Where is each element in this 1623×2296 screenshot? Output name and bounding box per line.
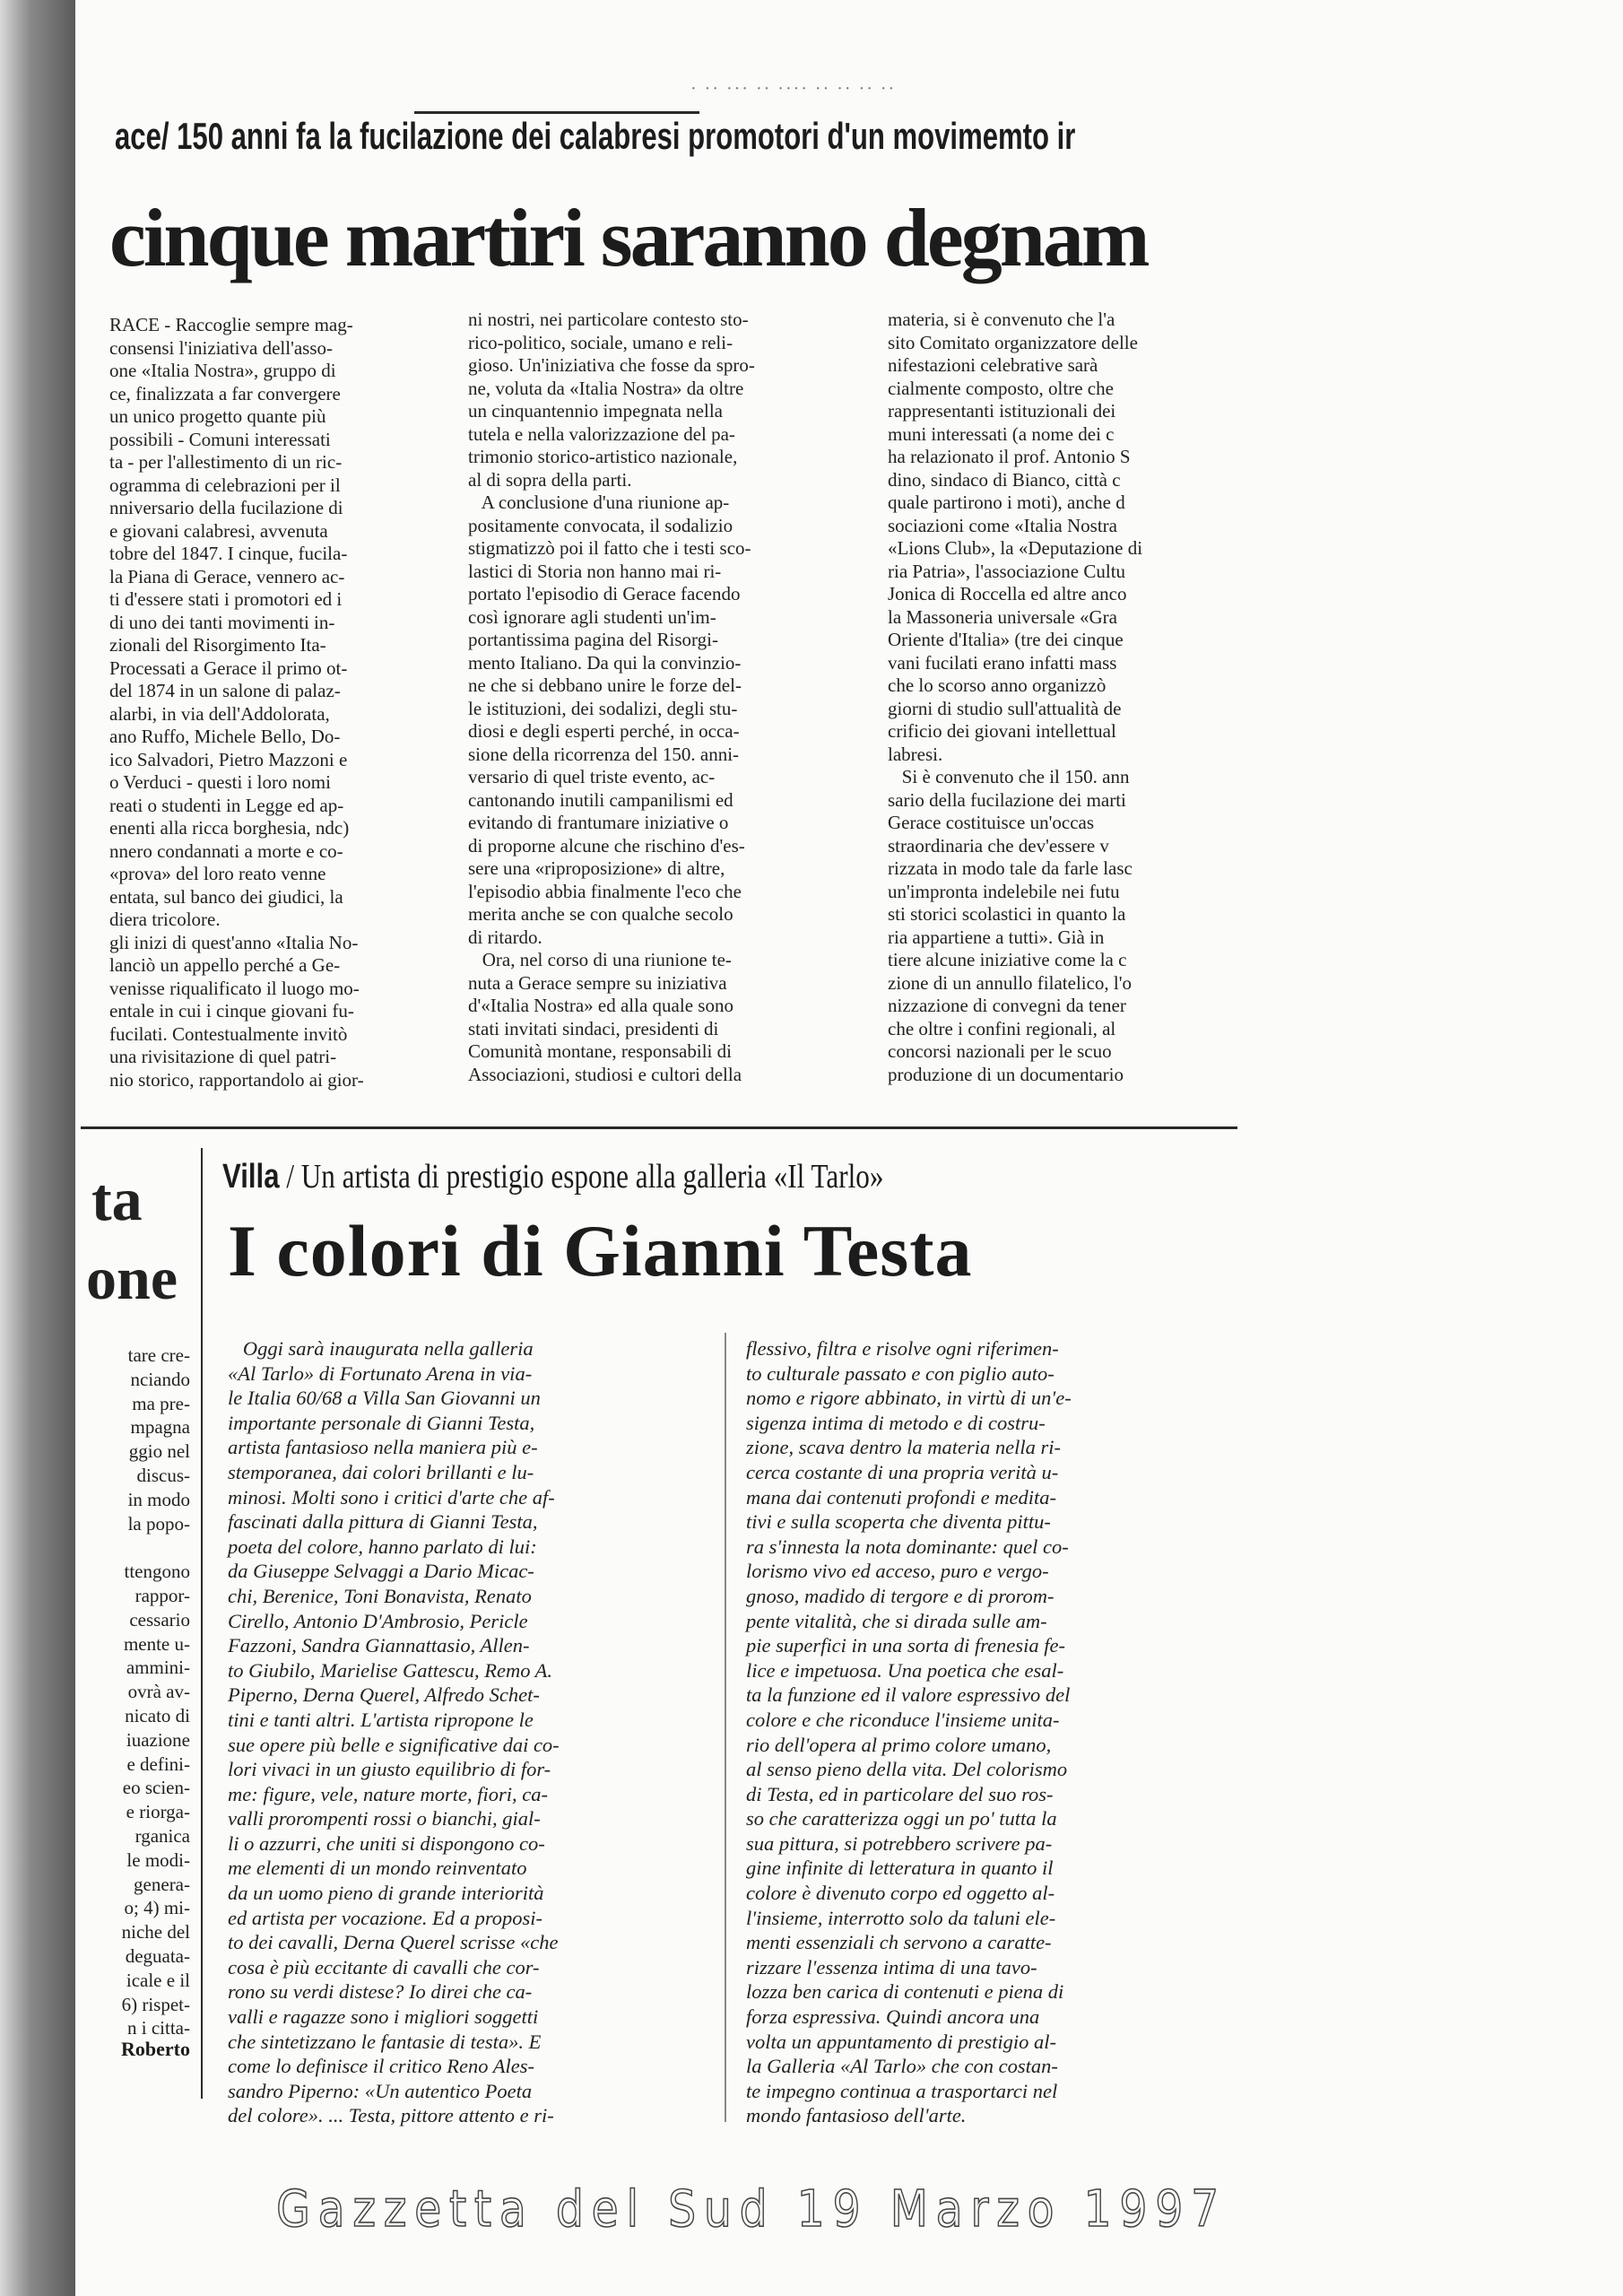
side-article-text-line: genera- xyxy=(134,1873,190,1895)
article1-text-line: trimonio storico-artistico nazionale, xyxy=(468,446,738,467)
article1-text-line: entata, sul banco dei giudici, la xyxy=(109,885,343,908)
article1-text-line: quale partirono i moti), anche d xyxy=(888,491,1125,513)
side-article-text-line: nciando xyxy=(130,1368,190,1390)
article2-text-line: Cirello, Antonio D'Ambrosio, Pericle xyxy=(228,1609,528,1632)
article1-text-line: rappresentanti istituzionali dei xyxy=(888,400,1116,422)
side-article-author: Roberto xyxy=(121,2038,190,2060)
article2-text-line: colore e che riconduce l'insieme unita- xyxy=(746,1708,1060,1731)
handwritten-date-text: Gazzetta del Sud 19 Marzo 1997 xyxy=(276,2180,1227,2239)
article2-text-line: ta la funzione ed il valore espressivo del xyxy=(746,1683,1071,1707)
article2-text-line: me: figure, vele, nature morte, fiori, ca- xyxy=(228,1782,548,1805)
article1-text-line: fucilati. Contestualmente invitò xyxy=(109,1022,348,1045)
side-article-text-line: rganica xyxy=(135,1824,190,1847)
article2-kicker-tag: Villa xyxy=(222,1158,280,1196)
side-article-text-line: le modi- xyxy=(126,1848,190,1871)
article2-text-line: rono su verdi distese? Io direi che ca- xyxy=(228,1980,533,2004)
article2-text-line: cerca costante di una propria verità u- xyxy=(746,1460,1059,1483)
article1-text-line: ha relazionato il prof. Antonio S xyxy=(888,446,1131,467)
article1-kicker xyxy=(115,115,1076,170)
side-article-text-line: icale e il xyxy=(126,1969,190,1991)
article2-text-line: valli prorompenti rossi o bianchi, gial- xyxy=(228,1807,541,1831)
article2-text-line: pie superfici in una sorta di frenesia fe- xyxy=(746,1634,1066,1657)
side-article-text-line: ggio nel xyxy=(128,1440,190,1463)
article2-text-line: importante personale di Gianni Testa, xyxy=(228,1411,535,1434)
article1-text-line: evitando di frantumare iniziative o xyxy=(468,812,729,833)
article2-text-line: mondo fantasioso dell'arte. xyxy=(746,2104,967,2127)
article1-text-line: A conclusione d'una riunione ap- xyxy=(468,491,730,513)
side-article-text-line: ma pre- xyxy=(132,1392,190,1414)
article1-text-line: positamente convocata, il sodalizio xyxy=(468,514,733,536)
article1-text-line: diosi e degli esperti perché, in occa- xyxy=(468,720,740,742)
article2-text-line: del colore». ... Testa, pittore attento e ri- xyxy=(228,2104,554,2127)
article1-text-line: che oltre i confini regionali, al xyxy=(888,1017,1116,1039)
article2-text-line: li o azzurri, che uniti si dispongono co- xyxy=(228,1831,545,1855)
side-article-text-line: cessario xyxy=(129,1608,190,1631)
article2-text-line: chi, Berenice, Toni Bonavista, Renato xyxy=(228,1584,532,1607)
article1-text-line: consensi l'iniziativa dell'asso- xyxy=(109,336,334,359)
article1-text-line: tiere alcune iniziative come la c xyxy=(888,949,1127,970)
article1-text-line: la Massoneria universale «Gra xyxy=(888,605,1117,628)
article2-text-line: valli e ragazze sono i migliori soggetti xyxy=(228,2005,539,2029)
side-article-text-line: ammini- xyxy=(126,1657,190,1679)
article2-text-line: Fazzoni, Sandra Giannattasio, Allen- xyxy=(228,1634,530,1657)
article2-text-line: flessivo, filtra e risolve ogni riferimen- xyxy=(746,1337,1059,1360)
article2-text-line: menti essenziali ch servono a caratte- xyxy=(746,1931,1052,1954)
article2-text-line: sigenza intima di metodo e di costru- xyxy=(746,1411,1046,1434)
article1-text-line: giorni di studio sull'attualità de xyxy=(888,697,1122,719)
article1-text-line: alarbi, in via dell'Addolorata, xyxy=(109,702,330,725)
article2-text-line: sua pittura, si potrebbero scrivere pa- xyxy=(746,1831,1053,1855)
article2-text-line: le Italia 60/68 a Villa San Giovanni un xyxy=(228,1387,541,1410)
article2-text-line: nomo e rigore abbinato, in virtù di un'e- xyxy=(746,1387,1072,1410)
article1-text-line: ogramma di celebrazioni per il xyxy=(109,474,341,496)
article2-text-line: colore è divenuto corpo ed oggetto al- xyxy=(746,1882,1055,1905)
article1-text-line: venisse riqualificato il luogo mo- xyxy=(109,977,360,999)
article1-text-line: tobre del 1847. I cinque, fucila- xyxy=(109,543,348,564)
article2-text-line: «Al Tarlo» di Fortunato Arena in via- xyxy=(228,1361,533,1385)
article2-text-line: lozza ben carica di contenuti e piena di xyxy=(746,1980,1064,2004)
side-article-text-line: ovrà av- xyxy=(127,1681,190,1703)
article2-text-line: ed artista per vocazione. Ed a proposi- xyxy=(228,1906,543,1929)
article1-text-line: ria appartiene a tutti». Già in xyxy=(888,926,1105,948)
article1-text-line: nuta a Gerace sempre su iniziativa xyxy=(468,971,727,994)
article2-text-line: lori vivaci in un giusto equilibrio di for- xyxy=(228,1758,551,1781)
article1-text-line: portantissima pagina del Risorgi- xyxy=(468,629,718,650)
article1-column-3 xyxy=(888,309,1237,1103)
article1-text-line: versario di quel triste evento, ac- xyxy=(468,766,716,787)
article2-text-line: al senso pieno della vita. Del colorismo xyxy=(746,1758,1068,1781)
article2-text-line: Piperno, Derna Querel, Alfredo Schet- xyxy=(228,1683,540,1707)
article1-text-line: che lo scorso anno organizzò xyxy=(888,674,1107,696)
article1-text-line: d'«Italia Nostra» ed alla quale sono xyxy=(468,995,733,1016)
article1-text-line: la Piana di Gerace, vennero ac- xyxy=(109,565,345,587)
article1-kicker-text: / 150 anni fa la fucilazione dei calabresi promotori d'un movimemto ir xyxy=(161,115,1076,157)
article1-text-line: ria Patria», l'associazione Cultu xyxy=(888,560,1126,582)
side-article-text-line: ttengono xyxy=(124,1561,190,1583)
article1-text-line: del 1874 in un salone di palaz- xyxy=(109,680,341,701)
article1-text-line: gli inizi di quest'anno «Italia No- xyxy=(109,931,359,953)
article2-kicker xyxy=(222,1157,1068,1196)
article1-text-line: Ora, nel corso di una riunione te- xyxy=(468,949,732,970)
side-headline-fragment-1: ta xyxy=(91,1165,143,1233)
article2-column-2 xyxy=(746,1336,1221,2144)
article1-text-line: nio storico, rapportandolo ai gior- xyxy=(109,1068,364,1091)
article1-text-line: zione di un annullo filatelico, l'o xyxy=(888,971,1133,994)
article1-text-line: portato l'episodio di Gerace facendo xyxy=(468,583,741,604)
article1-text-line: Associazioni, studiosi e cultori della xyxy=(468,1063,742,1085)
article-separator-rule xyxy=(81,1126,1237,1129)
article2-text-line: come lo definisce il critico Reno Ales- xyxy=(228,2055,534,2078)
article1-text-line: ta - per l'allestimento di un ric- xyxy=(109,451,343,473)
article1-text-line: straordinaria che dev'essere v xyxy=(888,834,1109,857)
article1-headline: cinque martiri saranno degnam xyxy=(109,192,1148,283)
article2-text-line: poeta del colore, hanno parlato di lui: xyxy=(228,1535,537,1558)
article2-text-line: che sintetizzano le fantasie di testa». E xyxy=(228,2030,542,2053)
article1-text-line: materia, si è convenuto che l'a xyxy=(888,309,1115,330)
article1-text-line: ano Ruffo, Michele Bello, Do- xyxy=(109,726,341,747)
article1-text-line: un'impronta indelebile nei futu xyxy=(888,880,1120,902)
article2-text-line: to Giubilo, Marielise Gattescu, Remo A. xyxy=(228,1658,553,1682)
article1-text-line: Si è convenuto che il 150. ann xyxy=(888,766,1130,787)
article1-text-line: enenti alla ricca borghesia, ndc) xyxy=(109,817,350,839)
article2-text-line: mana dai contenuti profondi e medita- xyxy=(746,1485,1056,1509)
article2-text-line: cosa è più eccitante di cavalli che cor- xyxy=(228,1955,540,1979)
article1-text-line: vani fucilati erano infatti mass xyxy=(888,651,1117,674)
article1-text-line: gioso. Un'iniziativa che fosse da spro- xyxy=(468,354,755,376)
article1-text-line: rizzata in modo tale da farle lasc xyxy=(888,857,1133,879)
article1-text-line: ico Salvadori, Pietro Mazzoni e xyxy=(109,748,348,770)
article2-text-line: so che caratterizza oggi un po' tutta la xyxy=(746,1807,1057,1831)
side-headline-fragment-2: one xyxy=(86,1244,178,1312)
article2-text-line: l'insieme, interrotto solo da taluni ele- xyxy=(746,1906,1056,1929)
article1-text-line: entale in cui i cinque giovani fu- xyxy=(109,1000,354,1022)
article1-column-2 xyxy=(468,309,877,1103)
side-article-text-line: mente u- xyxy=(123,1632,190,1655)
article1-text-line: nizzazione di convegni da tener xyxy=(888,995,1126,1016)
article1-text-line: labresi. xyxy=(888,743,943,765)
article2-text-line: da Giuseppe Selvaggi a Dario Micac- xyxy=(228,1560,534,1583)
side-article-text-line: n i citta- xyxy=(127,2017,190,2039)
article1-text-line: sti storici scolastici in quanto la xyxy=(888,903,1126,925)
article1-text-line: ne, voluta da «Italia Nostra» da oltre xyxy=(468,377,744,399)
article1-text-line: Comunità montane, responsabili di xyxy=(468,1040,732,1062)
top-rule xyxy=(414,111,699,114)
side-article-text-line: 6) rispet- xyxy=(121,1993,190,2015)
side-article-text-line: o; 4) mi- xyxy=(124,1897,190,1919)
article2-text-line: Oggi sarà inaugurata nella galleria xyxy=(228,1337,534,1360)
article1-text-line: nniversario della fucilazione di xyxy=(109,497,343,518)
article2-text-line: rio dell'opera al primo colore umano, xyxy=(746,1733,1052,1756)
article1-text-line: Jonica di Roccella ed altre anco xyxy=(888,583,1127,604)
article2-text-line: gnoso, madido di tergore e di prorom- xyxy=(746,1584,1055,1607)
side-article-text-line: mpagna xyxy=(130,1416,190,1439)
side-article-text-line: e defini- xyxy=(126,1752,190,1775)
side-article-text-line: rappor- xyxy=(135,1584,190,1606)
article1-text-line: ne che si debbano unire le forze del- xyxy=(468,674,742,696)
article1-text-line: ni nostri, nei particolare contesto sto- xyxy=(468,309,749,330)
article1-text-line: o Verduci - questi i loro nomi xyxy=(109,771,331,793)
side-article-text-line: discus- xyxy=(136,1464,190,1486)
side-article-text-line: nicato di xyxy=(125,1704,190,1726)
side-article-text-line: tare cre- xyxy=(127,1344,190,1366)
article1-text-line: dino, sindaco di Bianco, città c xyxy=(888,468,1121,491)
article2-text-line: da un uomo pieno di grande interiorità xyxy=(228,1882,544,1905)
article1-text-line: crificio dei giovani intellettual xyxy=(888,720,1116,742)
article2-text-line: fascinati dalla pittura di Gianni Testa, xyxy=(228,1510,538,1534)
article1-text-line: cantonando inutili campanilismi ed xyxy=(468,788,733,811)
side-article-text-line: la popo- xyxy=(127,1512,190,1535)
article2-text-line: la Galleria «Al Tarlo» che con costan- xyxy=(746,2055,1058,2078)
side-article-text-line: niche del xyxy=(121,1921,190,1944)
article1-text-line: al di sopra della parti. xyxy=(468,468,632,491)
column-divider-rule xyxy=(201,1148,203,2099)
article2-text-line: stemporanea, dai colori brillanti e lu- xyxy=(228,1460,534,1483)
article1-text-line: concorsi nazionali per le scuo xyxy=(888,1040,1112,1062)
article1-text-line: sione della ricorrenza del 150. anni- xyxy=(468,743,740,765)
faint-top-text: · ·· ··· ·· ···· ·· ·· ·· ·· xyxy=(690,79,897,99)
article1-text-line: «Lions Club», la «Deputazione di xyxy=(888,537,1143,559)
article2-text-line: te impegno continua a trasportarci nel xyxy=(746,2079,1058,2102)
article1-text-line: produzione di un documentario xyxy=(888,1063,1124,1085)
article2-column-1 xyxy=(228,1336,707,2144)
article1-text-line: una rivisitazione di quel patri- xyxy=(109,1046,337,1067)
article1-text-line: stati invitati sindaci, presidenti di xyxy=(468,1017,719,1039)
article1-text-line: possibili - Comuni interessati xyxy=(109,428,331,450)
article1-text-line: Oriente d'Italia» (tre dei cinque xyxy=(888,629,1124,650)
article2-text-line: zione, scava dentro la materia nella ri- xyxy=(746,1436,1061,1459)
side-article-text-line xyxy=(86,1535,190,1560)
article1-text-line: Gerace costituisce un'occas xyxy=(888,812,1095,833)
article1-text-line: nifestazioni celebrative sarà xyxy=(888,354,1098,376)
article1-text-line: sario della fucilazione dei marti xyxy=(888,788,1126,811)
article1-text-line: one «Italia Nostra», gruppo di xyxy=(109,360,336,381)
article2-text-line: lice e impetuosa. Una poetica che esal- xyxy=(746,1658,1064,1682)
article1-text-line: merita anche se con qualche secolo xyxy=(468,903,733,925)
article1-text-line: di ritardo. xyxy=(468,926,542,948)
article2-kicker-text: / Un artista di prestigio espone alla galleria «Il Tarlo» xyxy=(279,1158,884,1196)
side-article-column xyxy=(86,1344,190,2040)
article1-text-line: di uno dei tanti movimenti in- xyxy=(109,611,335,633)
article2-text-line: artista fantasioso nella maniera più e- xyxy=(228,1436,538,1459)
article1-text-line: cialmente composto, oltre che xyxy=(888,377,1114,399)
article1-text-line: mento Italiano. Da qui la convinzio- xyxy=(468,651,742,674)
article2-text-line: pente vitalità, che si dirada sulle am- xyxy=(746,1609,1047,1632)
article1-text-line: sito Comitato organizzatore delle xyxy=(888,331,1138,353)
article1-text-line: diera tricolore. xyxy=(109,909,221,930)
article2-text-line: to culturale passato e con piglio auto- xyxy=(746,1361,1055,1385)
article2-column-divider xyxy=(725,1333,726,2122)
article2-text-line: sue opere più belle e significative dai co- xyxy=(228,1733,560,1756)
side-article-text-line: in modo xyxy=(127,1488,190,1510)
handwritten-date-note xyxy=(267,2167,1254,2248)
article1-text-line: nnero condannati a morte e co- xyxy=(109,839,343,862)
article2-text-line: lorismo vivo ed acceso, puro e vergo- xyxy=(746,1560,1049,1583)
article1-text-line: «prova» del loro reato venne xyxy=(109,863,326,884)
article2-text-line: rizzare l'essenza intima di una tavo- xyxy=(746,1955,1037,1979)
article2-text-line: tini e tanti altri. L'artista ripropone le xyxy=(228,1708,534,1731)
side-article-text-line: deguata- xyxy=(125,1944,190,1967)
article1-text-line: muni interessati (a nome dei c xyxy=(888,422,1115,445)
article2-text-line: di Testa, ed in particolare del suo ros- xyxy=(746,1782,1054,1805)
article2-text-line: volta un appuntamento di prestigio al- xyxy=(746,2030,1057,2053)
article1-text-line: lastici di Storia non hanno mai ri- xyxy=(468,560,722,582)
article1-text-line: ti d'essere stati i promotori ed i xyxy=(109,588,343,610)
article2-text-line: gine infinite di letteratura in quanto il xyxy=(746,1857,1054,1880)
scan-shadow-edge xyxy=(0,0,75,2296)
article2-text-line: ra s'innesta la nota dominante: quel co- xyxy=(746,1535,1069,1558)
side-article-text-line: e riorga- xyxy=(126,1801,190,1823)
article1-kicker-tag: ace xyxy=(115,115,161,157)
article1-text-line: un cinquantennio impegnata nella xyxy=(468,400,723,422)
article2-text-line: sandro Piperno: «Un autentico Poeta xyxy=(228,2079,533,2102)
article1-text-line: zionali del Risorgimento Ita- xyxy=(109,634,326,656)
article1-text-line: le istituzioni, dei sodalizi, degli stu- xyxy=(468,697,738,719)
article2-text-line: forza espressiva. Quindi ancora una xyxy=(746,2005,1040,2029)
article1-text-line: lanciò un appello perché a Ge- xyxy=(109,954,341,976)
article1-text-line: Processati a Gerace il primo ot- xyxy=(109,657,348,679)
article1-text-line: e giovani calabresi, avvenuta xyxy=(109,519,328,542)
article1-text-line: così ignorare agli studenti un'im- xyxy=(468,605,716,628)
side-article-text-line: eo scien- xyxy=(122,1777,190,1799)
article1-text-line: rico-politico, sociale, umano e reli- xyxy=(468,331,733,353)
article1-text-line: di proporne alcune che rischino d'es- xyxy=(468,834,745,857)
article1-column-1 xyxy=(109,314,443,1103)
article1-text-line: ce, finalizzata a far convergere xyxy=(109,382,341,404)
article1-text-line: un unico progetto quante più xyxy=(109,405,326,427)
side-article-text-line: iuazione xyxy=(126,1728,190,1751)
article1-text-line: sere una «riproposizione» di altre, xyxy=(468,857,725,879)
article2-text-line: minosi. Molti sono i critici d'arte che af- xyxy=(228,1485,555,1509)
article2-text-line: tivi e sulla scoperta che diventa pittu- xyxy=(746,1510,1051,1534)
article2-text-line: me elementi di un mondo reinventato xyxy=(228,1857,527,1880)
article2-text-line: to dei cavalli, Derna Querel scrisse «che xyxy=(228,1931,559,1954)
article1-text-line: RACE - Raccoglie sempre mag- xyxy=(109,314,353,335)
article1-text-line: reati o studenti in Legge ed ap- xyxy=(109,794,344,816)
article1-text-line: l'episodio abbia finalmente l'eco che xyxy=(468,880,742,902)
article1-text-line: tutela e nella valorizzazione del pa- xyxy=(468,422,735,445)
article2-headline: I colori di Gianni Testa xyxy=(228,1210,973,1292)
article1-text-line: sociazioni come «Italia Nostra xyxy=(888,514,1117,536)
article1-text-line: stigmatizzò poi il fatto che i testi sco- xyxy=(468,537,751,559)
